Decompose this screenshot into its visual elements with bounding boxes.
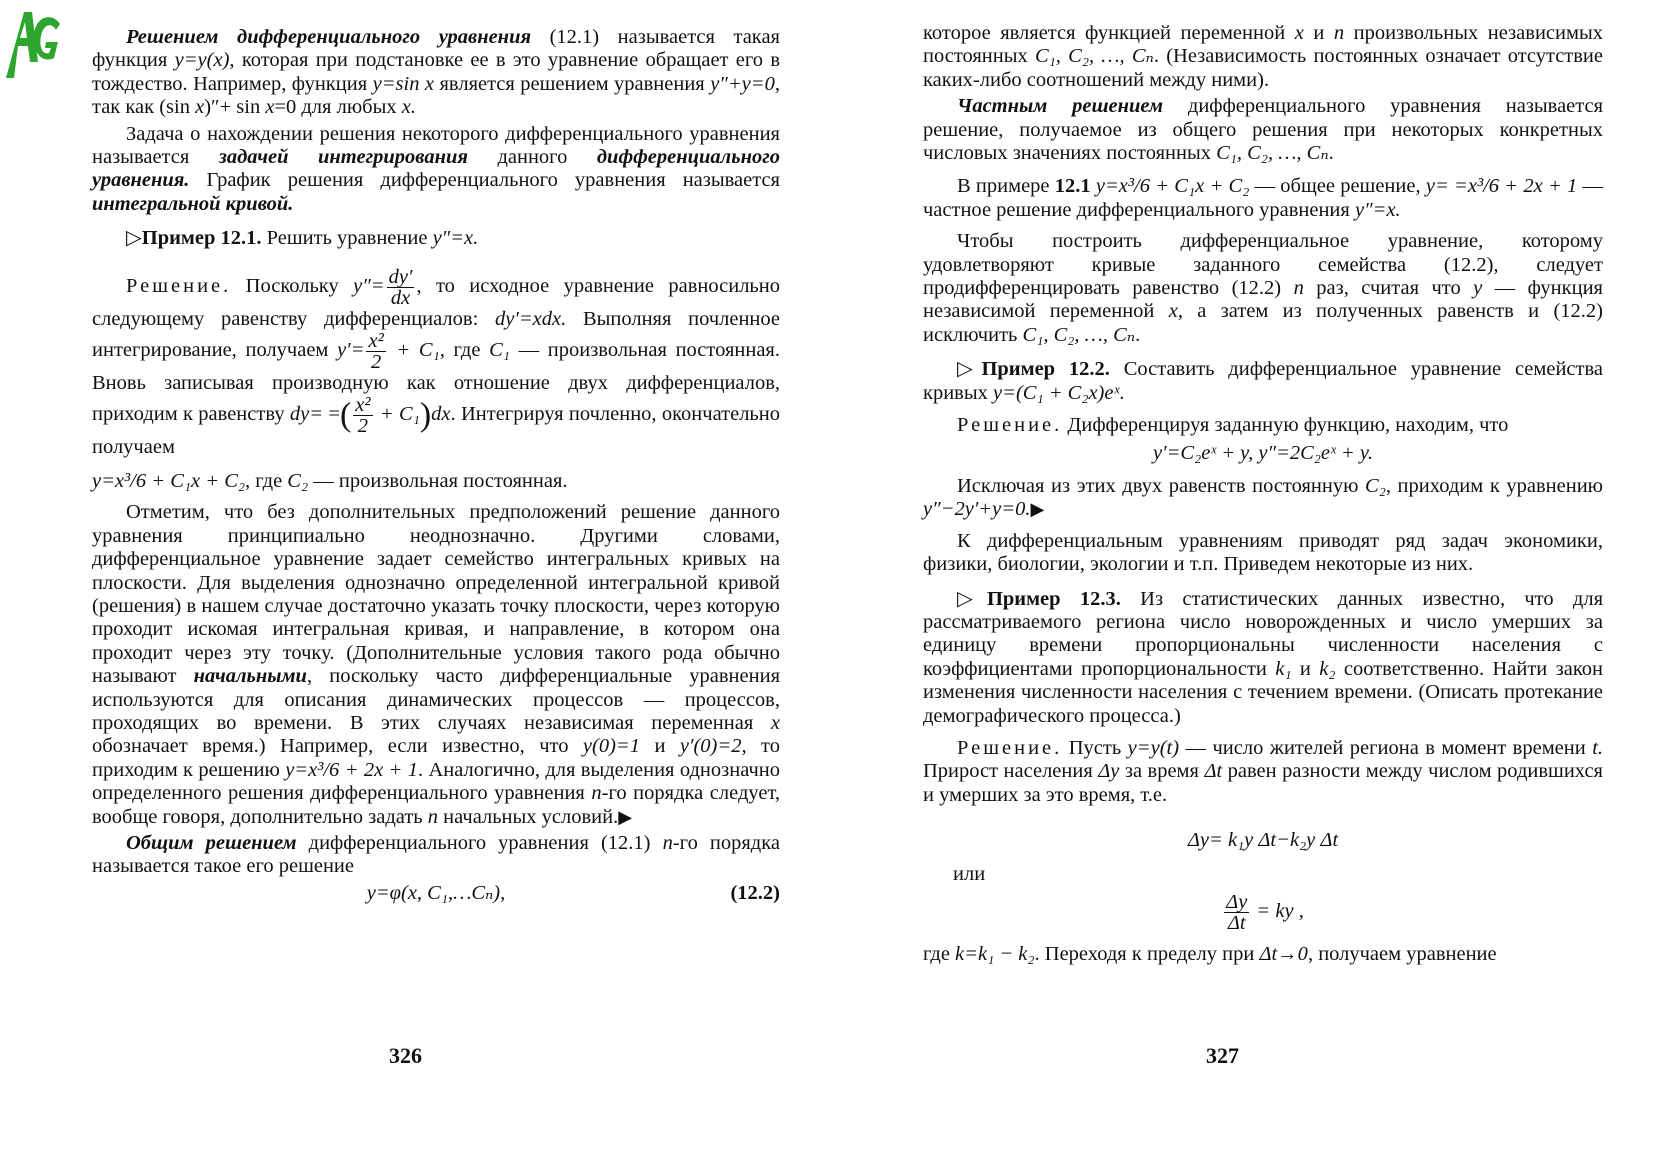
paragraph-eliminate-constant: Исключая из этих двух равенств постоянную C₂, приходим к уравнению y″−2y′+y=0.▶ bbox=[923, 474, 1603, 521]
paragraph-general-solution-cont: которое является функцией переменной x и n произвольных независимых постоянных C₁, C₂, …, Cₙ. (Независимость постоянных означает отсутствие каких-либо соотношений между ними). bbox=[923, 22, 1603, 91]
term-general-solution: Общим решением bbox=[126, 831, 297, 854]
example-12-1-heading: ▷Пример 12.1. Решить уравнение y″=x. bbox=[126, 227, 479, 250]
left-column bbox=[92, 26, 780, 913]
fraction-dy-dt: $\frac{\Delta y}{\Delta t}$ bbox=[1226, 891, 1248, 934]
term-particular-solution: Частным решением bbox=[957, 95, 1164, 118]
right-page bbox=[831, 0, 1662, 1161]
page-number-right: 327 bbox=[1206, 1043, 1239, 1068]
right-column bbox=[923, 22, 1603, 969]
term-integral-curve: интегральной кривой. bbox=[92, 192, 294, 215]
paragraph-applications: К дифференциальным уравнениям приводят ряд задач экономики, физики, биологии, экологии и т.п. Приведем некоторые из них. bbox=[923, 529, 1603, 576]
paragraph-particular-solution: Частным решением дифференциального уравнения называется решение, получаемое из общего решения при некоторых конкретных числовых значениях постоянных C₁, C₂, …, Cₙ. bbox=[923, 95, 1604, 165]
example-start-marker: ▷ bbox=[957, 587, 987, 610]
example-12-2-heading: ▷Пример 12.2. Составить дифференциальное уравнение семейства кривых y=(C₁ + C₂x)eˣ. bbox=[923, 358, 1603, 404]
solution-label: Решение. bbox=[126, 274, 232, 297]
paragraph-integration-task: Задача о нахождении решения некоторого дифференциального уравнения называется задачей интегрирования данного дифференциального уравнения. График решения дифференциального уравнения называется интегральной кривой. bbox=[92, 122, 781, 215]
paragraph-example-12-1-solution: Решение. Поскольку y″= $\frac{dy'}{dx}$ , то исходное уравнение равносильно следующему равенству дифференциалов: dy′=xdx. Выполняя почленное интегрирование, получаем y′= $\frac{\text{x²}}{2}$ + C₁, где C₁ — произвольная постоянная. Вновь записывая производную как отношение двух дифференциалов, приходим к равенству dy= =( $\frac{\text{x²}}{2}$ + C₁)dx. Интегрируя почленно, окончательно получаем bbox=[92, 265, 781, 459]
fraction-x2-over-2: $\frac{\text{x²}}{2}$ bbox=[368, 330, 384, 374]
term-integration-task: задачей интегрирования bbox=[218, 146, 468, 169]
paragraph-example-12-3-solution: Решение. Пусть y=y(t) — число жителей региона в момент времени t. Прирост населения Δy за время Δt равен разности между числом родившихся и умерших за это время, т.е. bbox=[923, 736, 1604, 806]
paragraph-initial-conditions: Отметим, что без дополнительных предположений решение данного уравнения принципиально неоднозначно. Другими словами, дифференциальное уравнение задает семейство интегральных кривых на плоскости. Для выделения однозначно определенной интегральной кривой (решения) в нашем случае достаточно указать точку плоскости, через которую проходит искомая интегральная кривая, и направление, в котором она проходит через эту точку. (Дополнительные условия такого рода обычно называют начальными, поскольку часто дифференциальные уравнения используются для описания динамических процессов — процессов, проходящих во времени. В этих случаях независимая переменная x обозначает время.) Например, если известно, что y(0)=1 и y′(0)=2, то приходим к решению y=x³/6 + 2x + 1. Аналогично, для выделения однозначно определенного решения дифференциального уравнения n-го порядка следует, вообще говоря, дополнительно задать n начальных условий.▶ bbox=[92, 501, 781, 828]
equation-number: (12.2) bbox=[730, 881, 780, 904]
fraction-dy-dx: $\frac{dy'}{dx}$ bbox=[388, 265, 413, 309]
term-initial: начальными bbox=[193, 665, 307, 688]
example-end-marker: ▶ bbox=[618, 806, 633, 827]
page-number-left: 326 bbox=[389, 1043, 422, 1068]
equation-ratio: $\frac{\Delta y}{\Delta t}$ = ky , bbox=[1226, 891, 1304, 934]
term-solution: Решением дифференциального уравнения bbox=[126, 26, 532, 48]
paragraph-example-reference: В примере 12.1 y=x³/6 + C₁x + C₂ — общее решение, y= =x³/6 + 2x + 1 — частное решение дифференциального уравнения y″=x. bbox=[923, 175, 1604, 221]
paragraph-example-12-2-solution: Решение. Дифференцируя заданную функцию, находим, что bbox=[957, 414, 1509, 437]
equation-12-2: y=φ(x, C₁,…Cₙ), (12.2) bbox=[366, 881, 780, 904]
solution-label: Решение. bbox=[957, 414, 1063, 437]
paragraph-general-solution-definition: Общим решением дифференциального уравнения (12.1) n-го порядка называется такое его решение bbox=[92, 831, 780, 878]
paragraph-constructing-equation: Чтобы построить дифференциальное уравнение, которому удовлетворяют кривые заданного семейства (12.2), следует продифференцировать равенство (12.2) n раз, считая что y — функция независимой переменной x, а затем из полученных равенств и (12.2) исключить C₁, C₂, …, Cₙ. bbox=[923, 230, 1603, 346]
example-start-marker: ▷ bbox=[957, 358, 982, 381]
paragraph-general-result: y=x³/6 + C₁x + C₂, где C₂ — произвольная постоянная. bbox=[92, 469, 568, 492]
or-word: или bbox=[953, 862, 986, 885]
equation-population-increment: Δy= k₁y Δt−k₂y Δt bbox=[1187, 829, 1339, 852]
solution-label: Решение. bbox=[957, 736, 1063, 759]
fraction-x2-over-2-b: $\frac{\text{x²}}{2}$ bbox=[355, 394, 371, 438]
example-12-3-heading: ▷Пример 12.3. Из статистических данных известно, что для рассматриваемого региона число новорожденных и число умерших за единицу времени пропорциональны численности населения с коэффициентами пропорциональности k₁ и k₂ соответственно. Найти закон изменения численности населения с течением времени. (Описать протекание демографического процесса.) bbox=[923, 587, 1604, 727]
example-start-marker: ▷ bbox=[126, 227, 142, 250]
equation-derivatives: y′=C₂eˣ + y, y″=2C₂eˣ + y. bbox=[1153, 441, 1373, 464]
paragraph-solution-definition: Решением дифференциального уравнения (12.1) называется такая функция y=y(x), которая при подстановке ее в это уравнение обращает его в тождество. Например, функция y=sin x является решением уравнения y″+y=0, так как (sin x)″+ sin x=0 для любых x. bbox=[92, 26, 780, 119]
example-end-marker: ▶ bbox=[1030, 499, 1045, 520]
paragraph-limit: где k=k₁ − k₂. Переходя к пределу при Δt→0, получаем уравнение bbox=[923, 943, 1497, 965]
